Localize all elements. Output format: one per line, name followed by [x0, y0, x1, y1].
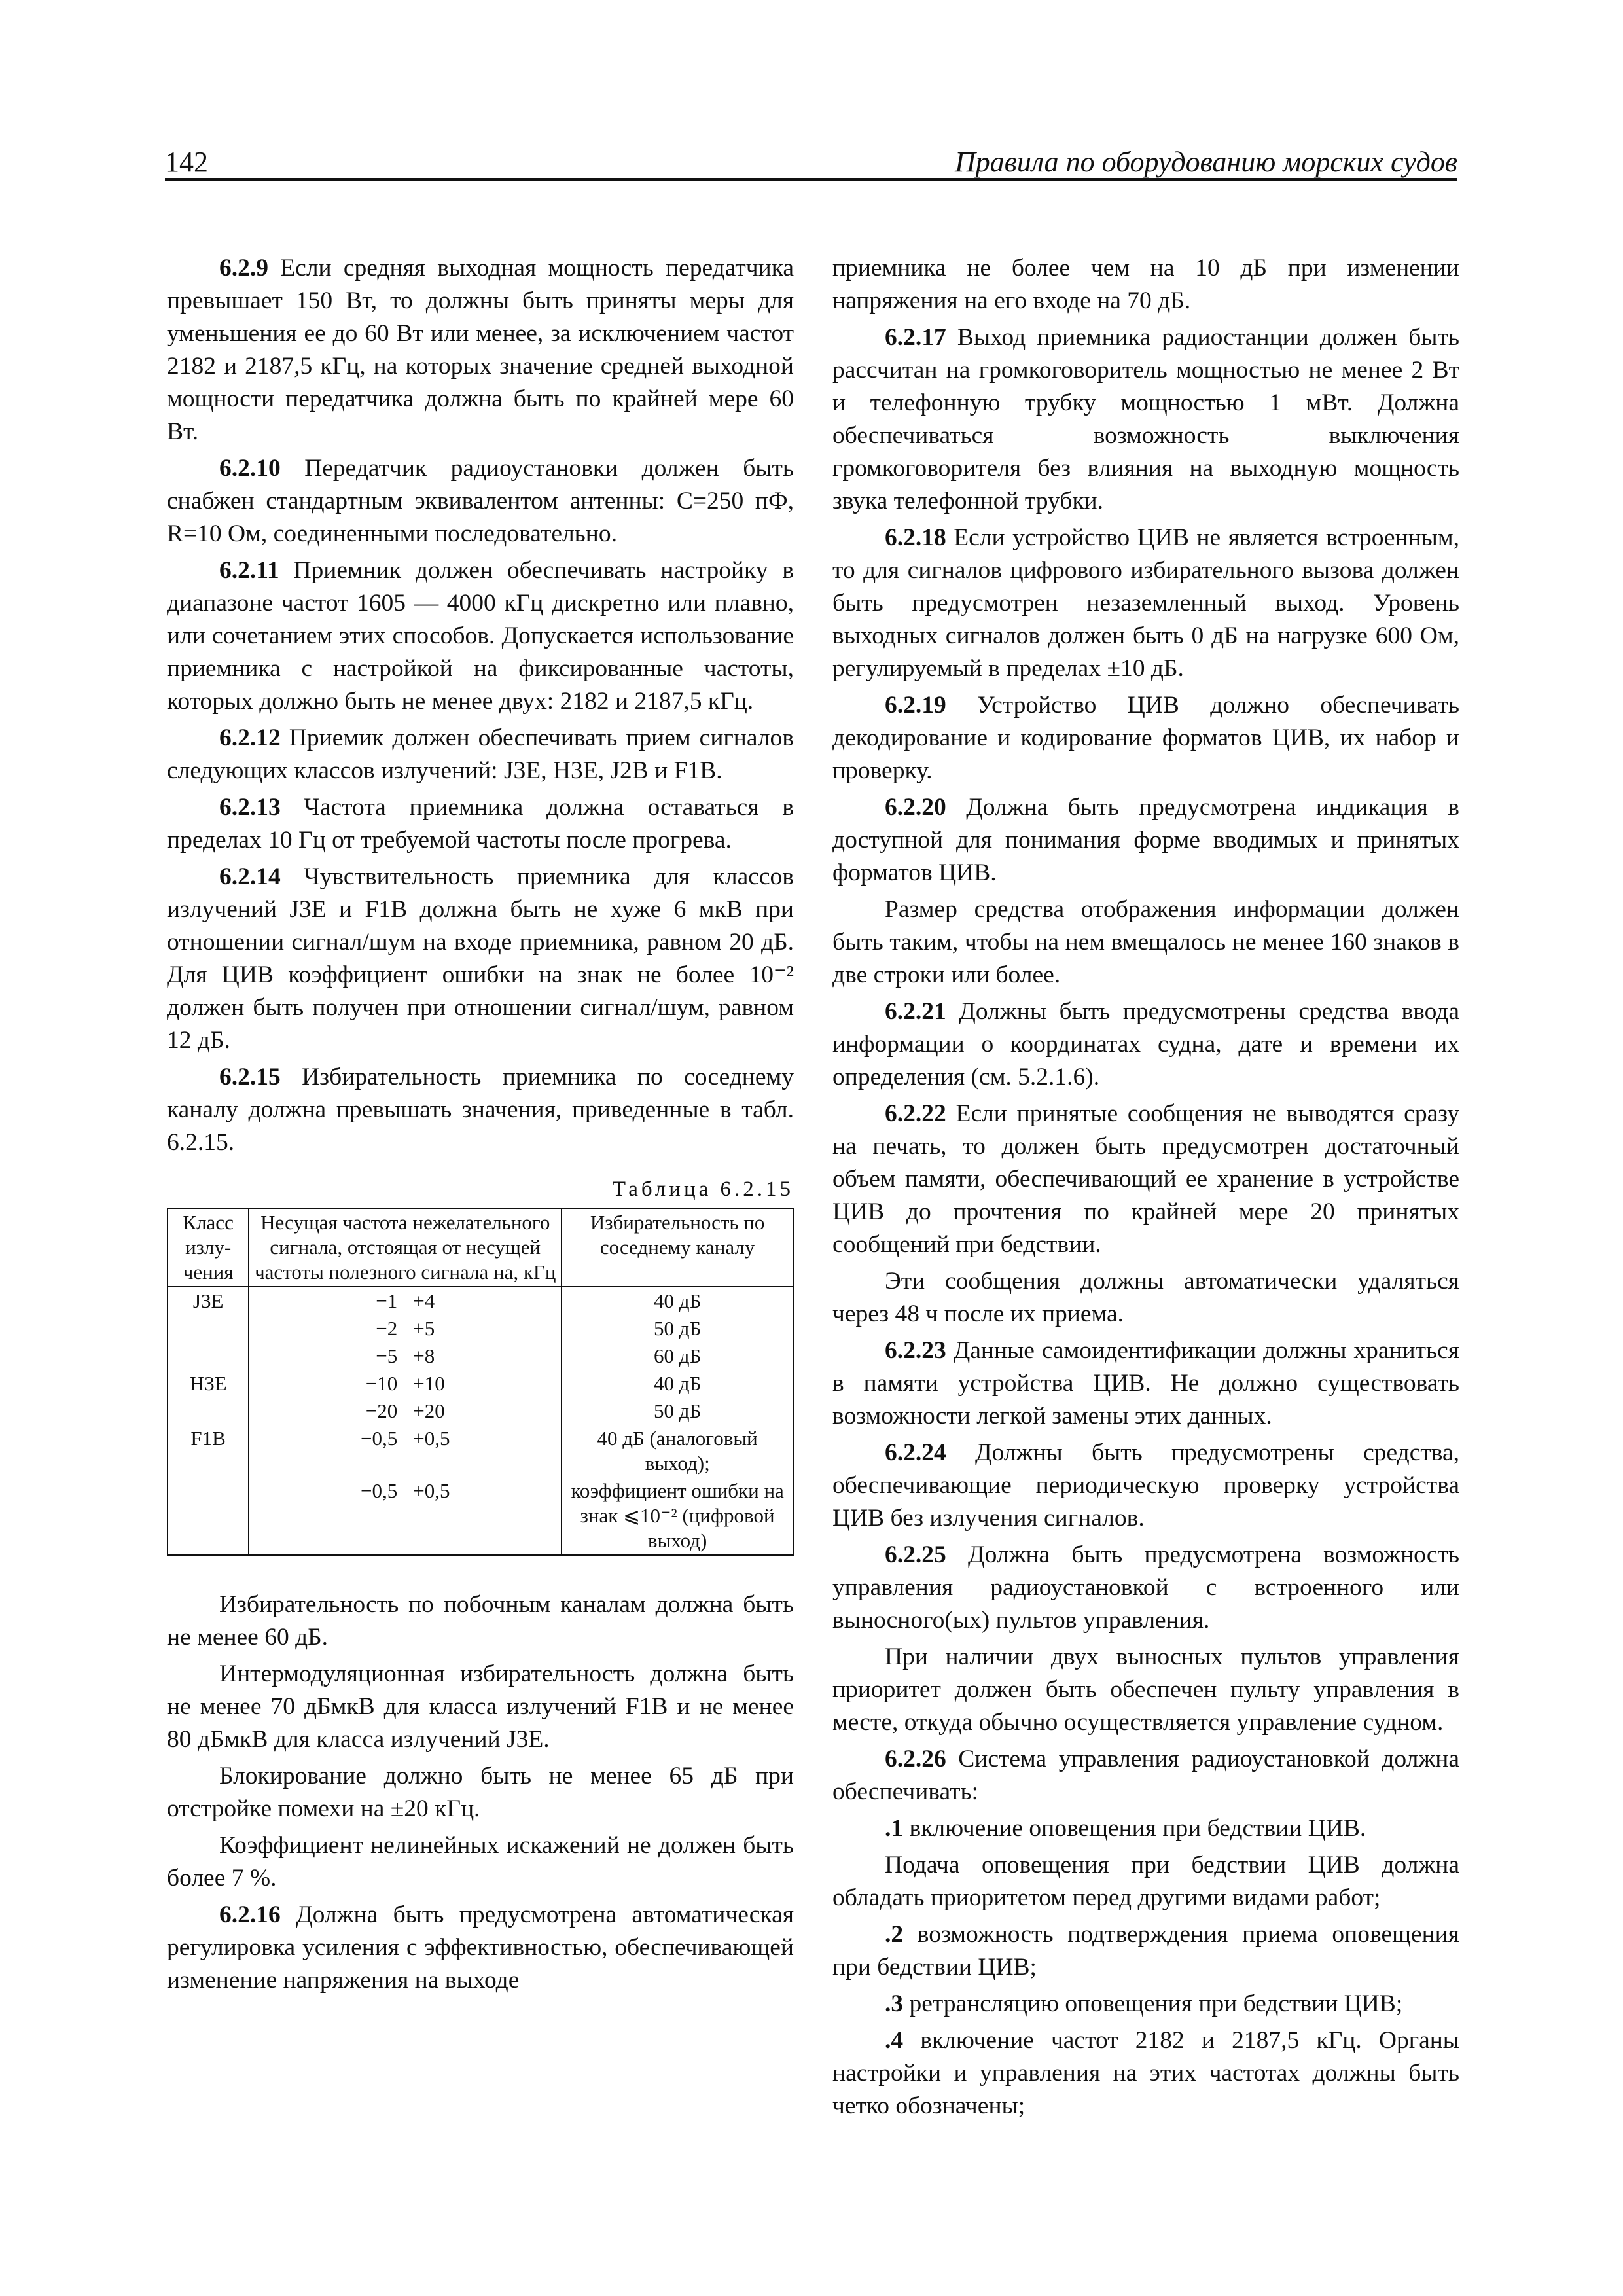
paragraph-6-2-15 — [167, 1061, 794, 1159]
clause-text: Чувствительность приемника для классов излучений J3E и F1B должна быть не хуже 6 мкВ при отношении сигнал/шум на входе приемника, равном 20 дБ. Для ЦИВ коэффициент ошибки на знак не более 10⁻² должен быть получен при отношении сигнал/шум, равном 12 дБ. — [167, 863, 794, 1054]
clause-number: 6.2.25 — [885, 1541, 946, 1568]
paragraph-6-2-12 — [167, 722, 794, 787]
paragraph-distortion: Коэффициент нелинейных искажений не должен быть более 7 %. — [167, 1832, 794, 1892]
clause-number: 6.2.20 — [885, 794, 946, 821]
right-column — [832, 252, 1459, 2126]
table-cell-frequency — [249, 1477, 562, 1555]
clause-text: Избирательность приемника по соседнему каналу должна превышать значения, приведенные в табл. 6.2.15. — [167, 1064, 794, 1156]
clause-text: Должна быть предусмотрена индикация в доступной для понимания форме вводимых и принятых форматов ЦИВ. — [832, 794, 1459, 886]
paragraph-6-2-25-priority: При наличии двух выносных пультов управления приоритет должен быть обеспечен пульту управления в месте, откуда обычно осуществляется управление судном. — [832, 1643, 1459, 1736]
list-item-1-priority: Подача оповещения при бедствии ЦИВ должна обладать приоритетом перед другими видами работ; — [832, 1852, 1459, 1911]
paragraph-6-2-20 — [832, 791, 1459, 889]
clause-number: 6.2.16 — [219, 1901, 281, 1928]
paragraph-6-2-22-deletion: Эти сообщения должны автоматически удаляться через 48 ч после их приема. — [832, 1268, 1459, 1327]
paragraph-6-2-16-continued: приемника не более чем на 10 дБ при изменении напряжения на его входе на 70 дБ. — [832, 255, 1459, 314]
clause-text: Устройство ЦИВ должно обеспечивать декодирование и кодирование форматов ЦИВ, их набор и проверку. — [832, 692, 1459, 784]
table-header-class: Класс излу-чения — [168, 1208, 249, 1287]
clause-text: Данные самоидентификации должны храниться в памяти устройства ЦИВ. Не должно существовать возможности легкой замены этих данных. — [832, 1337, 1459, 1429]
paragraph-6-2-26 — [832, 1743, 1459, 1808]
table-cell-selectivity: 40 дБ — [562, 1287, 793, 1315]
clause-text: Должна быть предусмотрена возможность управления радиоустановкой с встроенного или выносного(ых) пультов управления. — [832, 1541, 1459, 1634]
list-item-text: возможность подтверждения приема оповещения при бедствии ЦИВ; — [832, 1921, 1459, 1981]
paragraph-6-2-9 — [167, 252, 794, 448]
list-item-2 — [832, 1918, 1459, 1984]
paragraph-spurious-selectivity: Избирательность по побочным каналам должна быть не менее 60 дБ. — [167, 1591, 794, 1651]
clause-number: 6.2.24 — [885, 1439, 946, 1466]
clause-text: Приемик должен обеспечивать прием сигналов следующих классов излучений: J3E, H3E, J2B и F1B. — [167, 725, 794, 784]
clause-number: 6.2.18 — [885, 524, 946, 551]
selectivity-table — [167, 1208, 794, 1556]
table-header-selectivity: Избирательность по соседнему каналу — [562, 1208, 793, 1287]
table-cell-selectivity: 40 дБ (аналоговый выход); — [562, 1425, 793, 1477]
paragraph-6-2-13 — [167, 791, 794, 857]
clause-text: Должны быть предусмотрены средства, обеспечивающие периодическую проверку устройства ЦИВ без излучения сигналов. — [832, 1439, 1459, 1532]
table-cell-frequency — [249, 1370, 562, 1397]
frequency-low: −10 — [365, 1372, 398, 1395]
clause-number: 6.2.9 — [219, 255, 268, 281]
frequency-high: +20 — [413, 1399, 445, 1422]
clause-number: 6.2.10 — [219, 455, 281, 482]
paragraph-6-2-10 — [167, 452, 794, 550]
list-item-4 — [832, 2024, 1459, 2123]
table-cell-frequency — [249, 1342, 562, 1370]
list-item-number: .4 — [885, 2027, 904, 2054]
table-cell-selectivity: 50 дБ — [562, 1315, 793, 1342]
paragraph-6-2-21 — [832, 996, 1459, 1094]
clause-text: Если принятые сообщения не выводятся сразу на печать, то должен быть предусмотрен достаточный объем памяти, обеспечивающий ее хранение в устройстве ЦИВ до прочтения по крайней мере 20 принятых сообщений при бедствии. — [832, 1100, 1459, 1258]
paragraph-6-2-16 — [167, 1899, 794, 1997]
table-cell-class — [168, 1342, 249, 1370]
frequency-low: −0,5 — [361, 1427, 398, 1450]
list-item-text: включение частот 2182 и 2187,5 кГц. Органы настройки и управления на этих частотах должны быть четко обозначены; — [832, 2027, 1459, 2119]
frequency-low: −0,5 — [361, 1479, 398, 1502]
paragraph-6-2-18 — [832, 522, 1459, 685]
clause-text: Приемник должен обеспечивать настройку в диапазоне частот 1605 — 4000 кГц дискретно или плавно, или сочетанием этих способов. Допускается использование приемника с настройкой на фиксированные частоты, которых должно быть не менее двух: 2182 и 2187,5 кГц. — [167, 557, 794, 715]
table-header-row — [168, 1208, 793, 1287]
list-item-1 — [832, 1812, 1459, 1845]
header-rule — [165, 178, 1457, 181]
clause-number: 6.2.17 — [885, 324, 946, 351]
clause-number: 6.2.23 — [885, 1337, 946, 1364]
table-cell-class: J3E — [168, 1287, 249, 1315]
clause-text: Должны быть предусмотрены средства ввода информации о координатах судна, дате и времени их определения (см. 5.2.1.6). — [832, 998, 1459, 1090]
paragraph-6-2-25 — [832, 1539, 1459, 1637]
table-header-frequency: Несущая частота нежелательного сигнала, отстоящая от несущей частоты полезного сигнала на, кГц — [249, 1208, 562, 1287]
paragraph-6-2-20-display: Размер средства отображения информации должен быть таким, чтобы на нем вмещалось не менее 160 знаков в две строки или более. — [832, 896, 1459, 988]
table-cell-class: H3E — [168, 1370, 249, 1397]
table-cell-class: F1B — [168, 1425, 249, 1477]
clause-number: 6.2.14 — [219, 863, 281, 890]
table-cell-class — [168, 1397, 249, 1425]
frequency-low: −1 — [376, 1289, 398, 1312]
table-row — [168, 1397, 793, 1425]
list-item-number: .3 — [885, 1990, 904, 2017]
running-title: Правила по оборудованию морских судов — [954, 146, 1457, 178]
paragraph-intermodulation: Интермодуляционная избирательность должна быть не менее 70 дБмкВ для класса излучений F1B и не менее 80 дБмкВ для класса излучений J3E. — [167, 1660, 794, 1753]
table-cell-class — [168, 1315, 249, 1342]
table-row — [168, 1425, 793, 1477]
frequency-high: +0,5 — [413, 1427, 450, 1450]
paragraph-6-2-17 — [832, 321, 1459, 518]
clause-number: 6.2.19 — [885, 692, 946, 719]
table-row — [168, 1315, 793, 1342]
clause-text: Выход приемника радиостанции должен быть рассчитан на громкоговоритель мощностью не менее 2 Вт и телефонную трубку мощностью 1 мВт. Должна обеспечиваться возможность выключения громкоговорителя без влияния на выходную мощность звука телефонной трубки. — [832, 324, 1459, 514]
page-header — [165, 141, 1457, 181]
clause-text: Частота приемника должна оставаться в пределах 10 Гц от требуемой частоты после прогрева. — [167, 794, 794, 853]
table-caption: Таблица 6.2.15 — [612, 1177, 794, 1201]
clause-text: Передатчик радиоустановки должен быть снабжен стандартным эквивалентом антенны: C=250 пФ, R=10 Ом, соединенными последовательно. — [167, 455, 794, 547]
frequency-low: −20 — [365, 1399, 398, 1422]
frequency-high: +10 — [413, 1372, 445, 1395]
paragraph-blocking: Блокирование должно быть не менее 65 дБ при отстройке помехи на ±20 кГц. — [167, 1763, 794, 1822]
table-cell-selectivity: 50 дБ — [562, 1397, 793, 1425]
list-item-3 — [832, 1988, 1459, 2020]
table-cell-class — [168, 1477, 249, 1555]
clause-number: 6.2.13 — [219, 794, 281, 821]
table-row — [168, 1370, 793, 1397]
frequency-low: −2 — [376, 1317, 398, 1340]
page-number: 142 — [165, 146, 208, 178]
list-item-number: .1 — [885, 1815, 904, 1842]
clause-text: Система управления радиоустановкой должна обеспечивать: — [832, 1746, 1459, 1805]
clause-number: 6.2.15 — [219, 1064, 281, 1090]
list-item-number: .2 — [885, 1921, 904, 1948]
clause-number: 6.2.12 — [219, 725, 281, 751]
table-row — [168, 1477, 793, 1555]
paragraph-6-2-23 — [832, 1335, 1459, 1433]
table-row — [168, 1287, 793, 1315]
clause-number: 6.2.11 — [219, 557, 279, 584]
clause-text: Если устройство ЦИВ не является встроенным, то для сигналов цифрового избирательного вызова должен быть предусмотрен незаземленный выход. Уровень выходных сигналов должен быть 0 дБ на нагрузке 600 Ом, регулируемый в пределах ±10 дБ. — [832, 524, 1459, 682]
frequency-high: +5 — [413, 1317, 435, 1340]
table-cell-selectivity: 60 дБ — [562, 1342, 793, 1370]
left-column — [167, 252, 794, 2001]
clause-text: Если средняя выходная мощность передатчика превышает 150 Вт, то должны быть приняты меры для уменьшения ее до 60 Вт или менее, за исключением частот 2182 и 2187,5 кГц, на которых значение средней выходной мощности передатчика должна быть по крайней мере 60 Вт. — [167, 255, 794, 445]
clause-number: 6.2.21 — [885, 998, 946, 1025]
paragraph-6-2-11 — [167, 554, 794, 718]
clause-number: 6.2.26 — [885, 1746, 946, 1772]
clause-text: Должна быть предусмотрена автоматическая регулировка усиления с эффективностью, обеспечивающей изменение напряжения на выходе — [167, 1901, 794, 1994]
table-row — [168, 1342, 793, 1370]
frequency-high: +8 — [413, 1344, 435, 1367]
table-cell-frequency — [249, 1315, 562, 1342]
table-cell-frequency — [249, 1425, 562, 1477]
table-cell-frequency — [249, 1287, 562, 1315]
frequency-low: −5 — [376, 1344, 398, 1367]
list-item-text: включение оповещения при бедствии ЦИВ. — [903, 1815, 1366, 1842]
frequency-high: +0,5 — [413, 1479, 450, 1502]
table-cell-selectivity: 40 дБ — [562, 1370, 793, 1397]
table-cell-selectivity: коэффициент ошибки на знак ⩽10⁻² (цифровой выход) — [562, 1477, 793, 1555]
paragraph-6-2-22 — [832, 1098, 1459, 1261]
paragraph-6-2-19 — [832, 689, 1459, 787]
paragraph-6-2-14 — [167, 861, 794, 1057]
table-cell-frequency — [249, 1397, 562, 1425]
list-item-text: ретрансляцию оповещения при бедствии ЦИВ; — [903, 1990, 1403, 2017]
paragraph-6-2-24 — [832, 1437, 1459, 1535]
clause-number: 6.2.22 — [885, 1100, 946, 1127]
frequency-high: +4 — [413, 1289, 435, 1312]
